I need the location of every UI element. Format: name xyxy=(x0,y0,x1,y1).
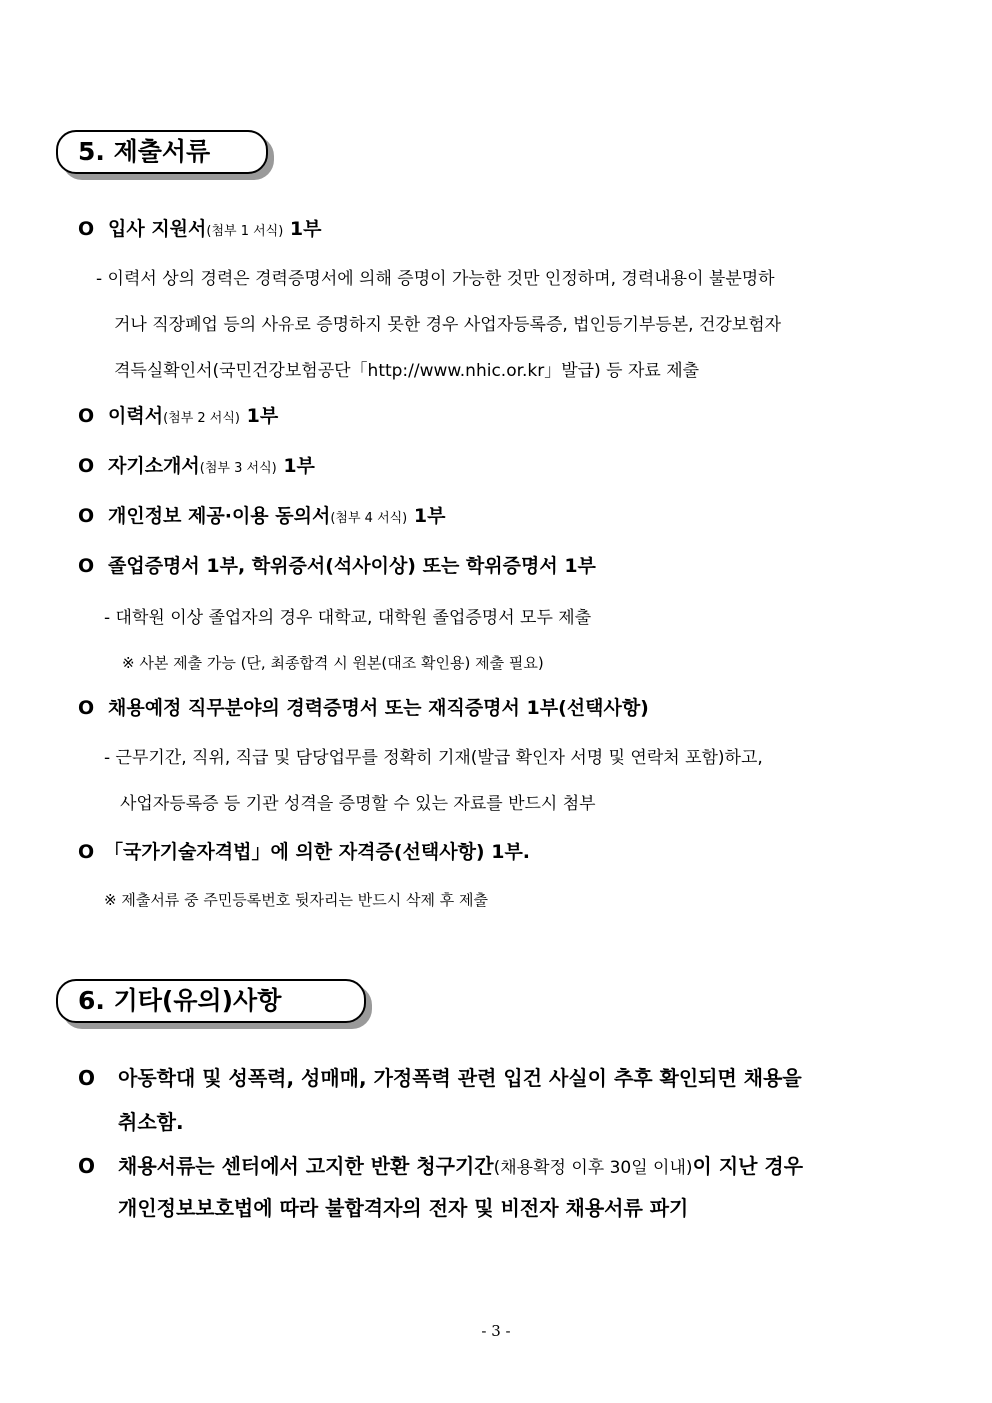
bullet-marker: O xyxy=(78,405,95,427)
list-item: O 자기소개서(첨부 3 서식) 1부 xyxy=(78,455,315,477)
section-6-title: 6. 기타(유의)사항 xyxy=(56,979,366,1023)
list-item: O 채용서류는 센터에서 고지한 반환 청구기간(채용확정 이후 30일 이내)이 지난 경우 xyxy=(78,1154,804,1178)
list-item-continuation: 취소함. xyxy=(118,1110,184,1134)
sub-item: - 대학원 이상 졸업자의 경우 대학교, 대학원 졸업증명서 모두 제출 xyxy=(104,608,592,628)
sub-item: 사업자등록증 등 기관 성격을 증명할 수 있는 자료를 반드시 첨부 xyxy=(120,794,596,814)
note-item: ※ 제출서류 중 주민등록번호 뒷자리는 반드시 삭제 후 제출 xyxy=(104,891,488,909)
list-item: O 입사 지원서(첨부 1 서식) 1부 xyxy=(78,218,322,240)
sub-item: 격득실확인서(국민건강보험공단「http://www.nhic.or.kr」발급) 등 자료 제출 xyxy=(114,361,700,381)
list-item-continuation: 개인정보보호법에 따라 불합격자의 전자 및 비전자 채용서류 파기 xyxy=(118,1196,689,1220)
list-item: O 「국가기술자격법」에 의한 자격증(선택사항) 1부. xyxy=(78,841,531,863)
bullet-marker: O xyxy=(78,697,95,719)
list-item: O 채용예정 직무분야의 경력증명서 또는 재직증명서 1부(선택사항) xyxy=(78,697,649,719)
sub-item: - 근무기간, 직위, 직급 및 담당업무를 정확히 기재(발급 확인자 서명 및 연락처 포함)하고, xyxy=(104,748,763,768)
list-item: O 이력서(첨부 2 서식) 1부 xyxy=(78,405,279,427)
list-item: O 개인정보 제공·이용 동의서(첨부 4 서식) 1부 xyxy=(78,505,446,527)
page-number: - 3 - xyxy=(481,1322,511,1340)
bullet-marker: O xyxy=(78,841,95,863)
list-item: O 아동학대 및 성폭력, 성매매, 가정폭력 관련 입건 사실이 추후 확인되면 채용을 xyxy=(78,1066,802,1090)
bullet-marker: O xyxy=(78,555,95,577)
bullet-marker: O xyxy=(78,455,95,477)
bullet-marker: O xyxy=(78,505,95,527)
section-5-title: 5. 제출서류 xyxy=(56,130,268,174)
bullet-marker: O xyxy=(78,1066,96,1090)
sub-item: - 이력서 상의 경력은 경력증명서에 의해 증명이 가능한 것만 인정하며, 경력내용이 불분명하 xyxy=(96,269,775,289)
sub-item: 거나 직장폐업 등의 사유로 증명하지 못한 경우 사업자등록증, 법인등기부등본, 건강보험자 xyxy=(114,315,782,335)
list-item: O 졸업증명서 1부, 학위증서(석사이상) 또는 학위증명서 1부 xyxy=(78,555,596,577)
bullet-marker: O xyxy=(78,1154,96,1178)
note-item: ※ 사본 제출 가능 (단, 최종합격 시 원본(대조 확인용) 제출 필요) xyxy=(122,654,544,672)
bullet-marker: O xyxy=(78,218,95,240)
